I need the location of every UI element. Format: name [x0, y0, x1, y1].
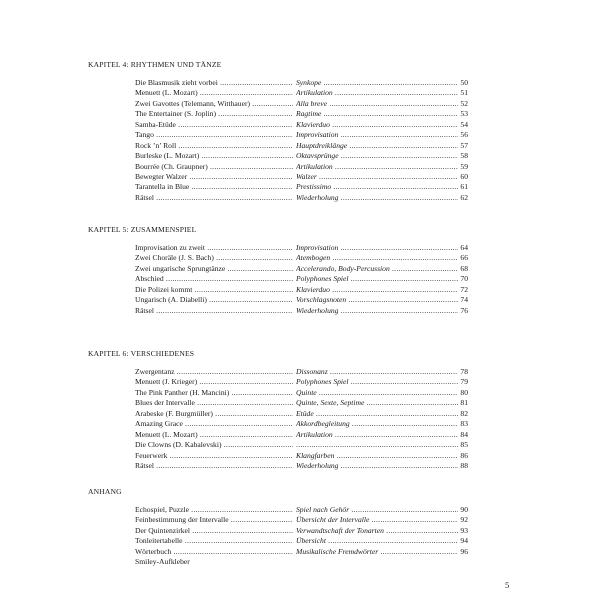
toc-entry [135, 367, 468, 377]
entry-title: Abschied ..... [135, 274, 293, 284]
toc-entry [135, 274, 468, 284]
entry-title: The Entertainer (S. Joplin) ..... [135, 109, 293, 119]
entry-topic: Artikulation ..... [296, 88, 458, 98]
entry-page: 58 [460, 151, 468, 161]
toc-entry-list [135, 505, 468, 568]
entry-title: Die Blasmusik zieht vorbei ..... [135, 78, 293, 88]
section-heading: KAPITEL 6: VERSCHIEDENES [88, 349, 195, 358]
entry-title: Die Clowns (D. Kabalevski) ..... [135, 440, 293, 450]
entry-page: 86 [460, 450, 468, 460]
entry-title: Menuett (L. Mozart) ..... [135, 430, 293, 440]
entry-page: 72 [460, 284, 468, 294]
entry-page: 76 [460, 305, 468, 315]
entry-title: Feinbestimmung der Intervalle ..... [135, 515, 293, 525]
entry-title: Echospiel, Puzzle ..... [135, 505, 293, 515]
toc-entry [135, 526, 468, 536]
page-number: 5 [505, 580, 510, 590]
entry-title: The Pink Panther (H. Mancini) ..... [135, 388, 293, 398]
entry-page: 80 [460, 387, 468, 397]
toc-entry-list [135, 243, 468, 316]
entry-page: 90 [460, 505, 468, 514]
entry-title: Blues der Intervalle ..... [135, 398, 293, 408]
entry-topic: Wiederholung ..... [296, 193, 458, 203]
toc-entry [135, 547, 468, 557]
entry-topic: Ragtime ..... [296, 109, 458, 119]
entry-page: 94 [460, 536, 468, 546]
entry-title: Arabeske (F. Burgmüller) ..... [135, 409, 293, 419]
section-heading: KAPITEL 4: RHYTHMEN UND TÄNZE [88, 60, 222, 69]
toc-entry [135, 388, 468, 398]
entry-topic: Klangfarben ..... [296, 451, 458, 461]
entry-page: 53 [460, 109, 468, 119]
entry-title: Smiley-Aufkleber [135, 557, 190, 567]
entry-topic: Hauptdreiklänge ..... [296, 141, 458, 151]
entry-page: 52 [460, 98, 468, 108]
entry-topic: Etüde ..... [296, 409, 458, 419]
toc-section-kapitel-5 [88, 225, 468, 316]
entry-page: 66 [460, 253, 468, 263]
toc-entry [135, 253, 468, 263]
entry-title: Ungarisch (A. Diabelli) ..... [135, 295, 293, 305]
toc-entry [135, 172, 468, 182]
entry-topic: Polyphones Spiel ..... [296, 274, 458, 284]
entry-page: 59 [460, 161, 468, 171]
entry-page: 60 [460, 171, 468, 181]
entry-topic: Klavierduo ..... [296, 120, 458, 130]
entry-page: 64 [460, 243, 468, 252]
entry-topic: Alla breve ..... [296, 99, 458, 109]
toc-entry-list [135, 367, 468, 471]
entry-page: 56 [460, 130, 468, 140]
entry-page: 51 [460, 88, 468, 98]
entry-title: Rätsel ..... [135, 461, 293, 471]
entry-topic: Synkope ..... [296, 78, 458, 88]
toc-entry [135, 120, 468, 130]
entry-page: 96 [460, 546, 468, 556]
entry-title: Amazing Grace ..... [135, 419, 293, 429]
toc-entry [135, 99, 468, 109]
toc-entry [135, 182, 468, 192]
toc-entry [135, 151, 468, 161]
entry-title: Bourrée (Ch. Graupner) ..... [135, 162, 293, 172]
toc-entry [135, 430, 468, 440]
entry-title: Samba-Etüde ..... [135, 120, 293, 130]
entry-page: 83 [460, 419, 468, 429]
toc-entry [135, 505, 468, 515]
toc-entry [135, 193, 468, 203]
entry-page: 74 [460, 295, 468, 305]
entry-title: Zwergentanz ..... [135, 367, 293, 377]
entry-title: Tango ..... [135, 130, 293, 140]
entry-page: 54 [460, 119, 468, 129]
entry-title: Tonleitertabelle ..... [135, 536, 293, 546]
entry-topic [296, 440, 458, 450]
entry-page: 62 [460, 192, 468, 202]
entry-topic: Atembogen ..... [296, 253, 458, 263]
toc-entry [135, 398, 468, 408]
entry-page: 79 [460, 377, 468, 387]
toc-entry [135, 264, 468, 274]
entry-title: Menuett (L. Mozart) ..... [135, 88, 293, 98]
entry-topic: Verwandtschaft der Tonarten ..... [296, 526, 458, 536]
toc-entry [135, 306, 468, 316]
entry-page: 70 [460, 274, 468, 284]
toc-entry [135, 109, 468, 119]
entry-topic: Vorschlagsnoten ..... [296, 295, 458, 305]
toc-entry [135, 377, 468, 387]
toc-entry [135, 295, 468, 305]
toc-entry [135, 557, 468, 567]
entry-page: 78 [460, 367, 468, 376]
entry-title: Zwei ungarische Sprungtänze ..... [135, 264, 293, 274]
entry-topic: Musikalische Fremdwörter ..... [296, 547, 458, 557]
entry-topic: Artikulation ..... [296, 162, 458, 172]
toc-section-anhang [88, 487, 468, 568]
entry-topic: Übersicht der Intervalle ..... [296, 515, 458, 525]
entry-topic: Accelerando, Body-Percussion ..... [296, 264, 458, 274]
toc-entry [135, 419, 468, 429]
toc-entry [135, 141, 468, 151]
entry-topic: Prestissimo ..... [296, 182, 458, 192]
entry-topic: Wiederholung ..... [296, 306, 458, 316]
toc-entry [135, 78, 468, 88]
toc-entry [135, 162, 468, 172]
entry-page: 81 [460, 398, 468, 408]
toc-entry [135, 461, 468, 471]
toc-entry [135, 451, 468, 461]
entry-title: Wörterbuch ..... [135, 547, 293, 557]
entry-page: 84 [460, 429, 468, 439]
entry-topic: Oktavsprünge ..... [296, 151, 458, 161]
toc-entry-list [135, 78, 468, 203]
entry-page: 93 [460, 525, 468, 535]
toc-entry [135, 409, 468, 419]
entry-page: 88 [460, 460, 468, 470]
toc-entry [135, 536, 468, 546]
entry-page: 61 [460, 182, 468, 192]
entry-title: Bewegter Walzer ..... [135, 172, 293, 182]
toc-entry [135, 515, 468, 525]
toc-entry [135, 440, 468, 450]
entry-title: Tarantella in Blue ..... [135, 182, 293, 192]
toc-entry [135, 243, 468, 253]
entry-topic: Übersicht ..... [296, 536, 458, 546]
toc-entry [135, 285, 468, 295]
entry-title: Rock ’n’ Roll ..... [135, 141, 293, 151]
entry-page: 92 [460, 515, 468, 525]
entry-title: Menuett (J. Krieger) ..... [135, 377, 293, 387]
entry-page: 82 [460, 408, 468, 418]
entry-topic: Wiederholung ..... [296, 461, 458, 471]
entry-topic: Polyphones Spiel ..... [296, 377, 458, 387]
entry-title: Feuerwerk ..... [135, 451, 293, 461]
entry-page: 68 [460, 263, 468, 273]
entry-page: 57 [460, 140, 468, 150]
entry-page: 50 [460, 78, 468, 87]
entry-title: Zwei Gavottes (Telemann, Witthauer) ..... [135, 99, 293, 109]
toc-section-kapitel-4 [88, 60, 468, 203]
entry-title: Improvisation zu zweit ..... [135, 243, 293, 253]
entry-topic: Spiel nach Gehör ..... [296, 505, 458, 515]
toc-entry [135, 130, 468, 140]
section-heading: ANHANG [88, 487, 122, 496]
entry-topic: Improvisation ..... [296, 243, 458, 253]
toc-entry [135, 88, 468, 98]
entry-title: Der Quintenzirkel ..... [135, 526, 293, 536]
entry-title: Zwei Choräle (J. S. Bach) ..... [135, 253, 293, 263]
entry-topic: Klavierduo ..... [296, 285, 458, 295]
entry-page: 85 [460, 440, 468, 450]
entry-title: Rätsel ..... [135, 193, 293, 203]
entry-title: Die Polizei kommt ..... [135, 285, 293, 295]
entry-topic: Walzer ..... [296, 172, 458, 182]
entry-topic: Akkordbegleitung ..... [296, 419, 458, 429]
entry-topic: Quinte ..... [296, 388, 458, 398]
entry-title: Rätsel ..... [135, 306, 293, 316]
toc-section-kapitel-6 [88, 349, 468, 471]
entry-topic: Dissonanz ..... [296, 367, 458, 377]
section-heading: KAPITEL 5: ZUSAMMENSPIEL [88, 225, 197, 234]
entry-topic: Quinte, Sexte, Septime ..... [296, 398, 458, 408]
entry-topic: Artikulation ..... [296, 430, 458, 440]
entry-title: Burleske (L. Mozart) ..... [135, 151, 293, 161]
entry-topic: Improvisation ..... [296, 130, 458, 140]
